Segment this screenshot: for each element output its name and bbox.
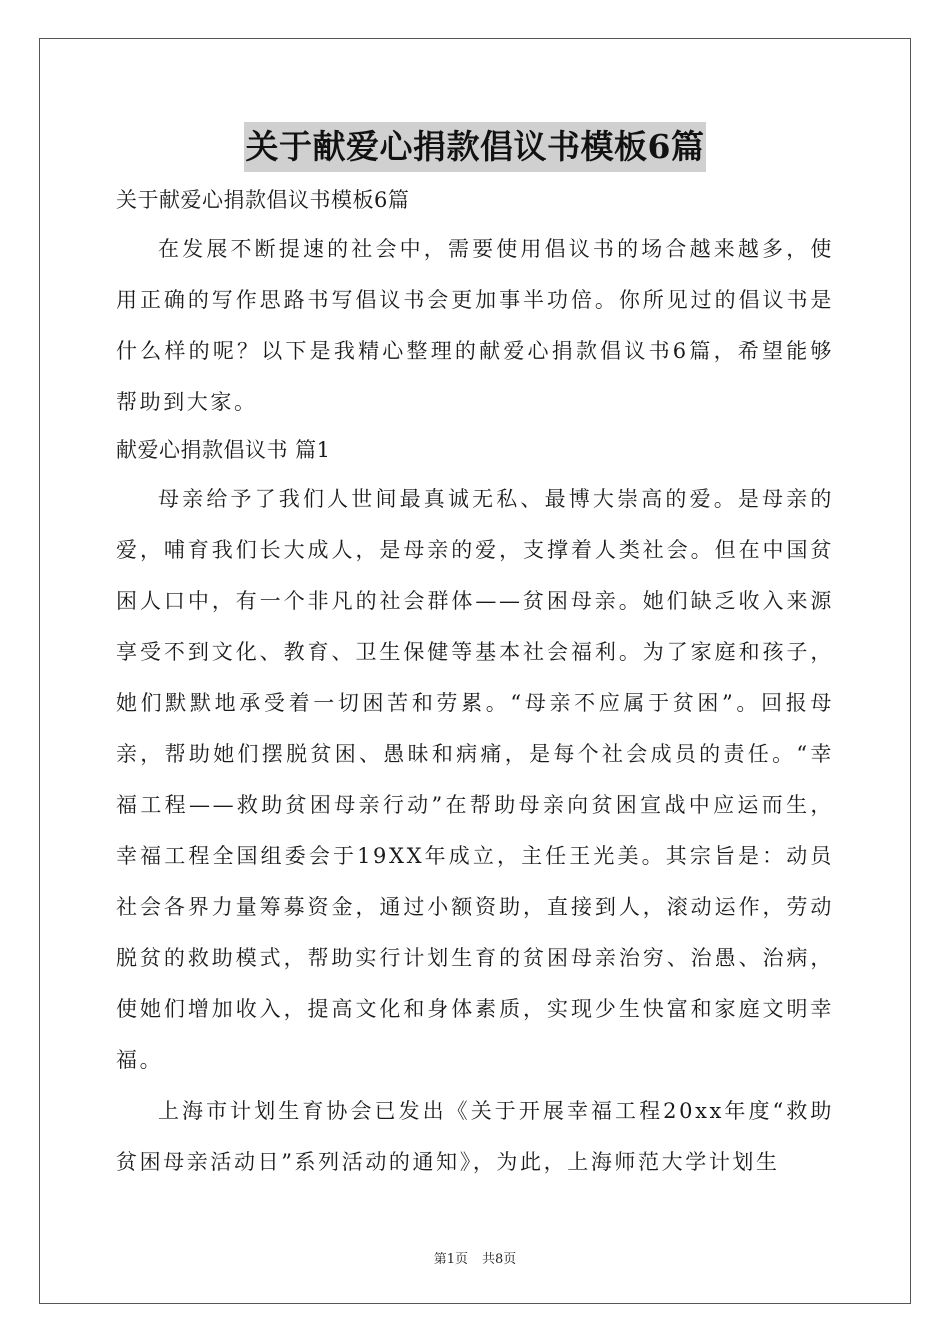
document-title: 关于献爱心捐款倡议书模板6篇: [244, 122, 707, 172]
body-paragraph-1: 母亲给予了我们人世间最真诚无私、最博大崇高的爱。是母亲的爱，哺育我们长大成人，是母亲的爱，支撑着人类社会。但在中国贫困人口中，有一个非凡的社会群体——贫困母亲。她们缺乏收入来源享受不到文化、教育、卫生保健等基本社会福利。为了家庭和孩子，她们默默地承受着一切困苦和劳累。“母亲不应属于贫困”。回报母亲，帮助她们摆脱贫困、愚昧和病痛，是每个社会成员的责任。“幸福工程——救助贫困母亲行动”在帮助母亲向贫困宣战中应运而生，幸福工程全国组委会于19XX年成立，主任王光美。其宗旨是：动员社会各界力量筹募资金，通过小额资助，直接到人，滚动运作，劳动脱贫的救助模式，帮助实行计划生育的贫困母亲治穷、治愚、治病，使她们增加收入，提高文化和身体素质，实现少生快富和家庭文明幸福。: [116, 487, 834, 1072]
page-footer: [0, 1248, 950, 1267]
section-heading: 献爱心捐款倡议书 篇1: [116, 438, 331, 462]
document-subtitle: 关于献爱心捐款倡议书模板6篇: [116, 188, 410, 212]
page-number-current: 第1页: [433, 1252, 468, 1267]
intro-paragraph: 在发展不断提速的社会中，需要使用倡议书的场合越来越多，使用正确的写作思路书写倡议书会更加事半功倍。你所见过的倡议书是什么样的呢？以下是我精心整理的献爱心捐款倡议书6篇，希望能够帮助到大家。: [116, 237, 834, 414]
page-number-total: 共8页: [482, 1252, 517, 1267]
body-paragraph-2: 上海市计划生育协会已发出《关于开展幸福工程20xx年度“救助贫困母亲活动日”系列活动的通知》，为此，上海师范大学计划生: [116, 1099, 834, 1174]
document-body: [116, 180, 834, 1188]
title-area: [0, 122, 950, 172]
